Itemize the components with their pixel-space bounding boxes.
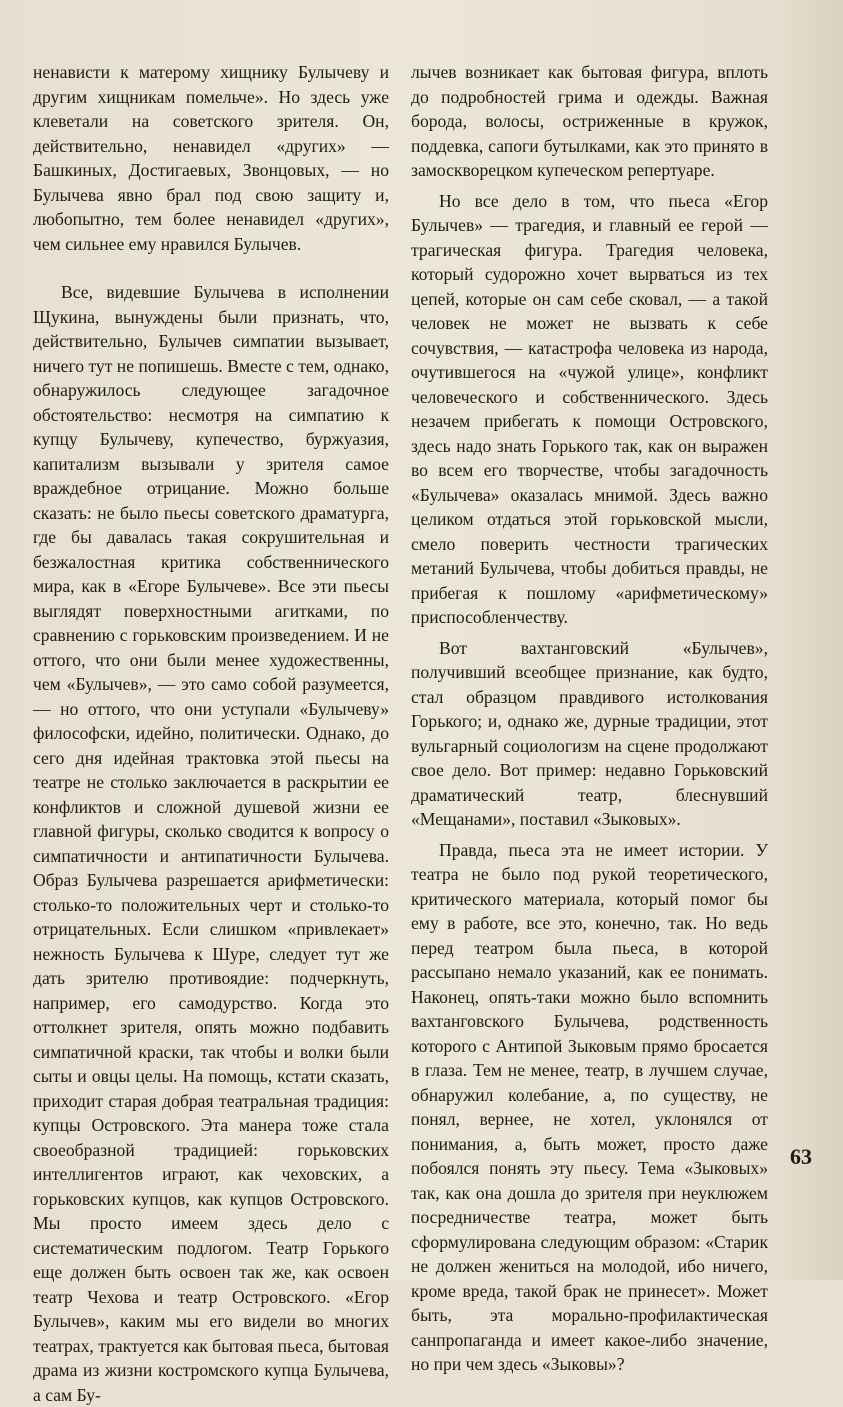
right-column (411, 60, 768, 1377)
paragraph: Правда, пьеса эта не имеет истории. У театра не было под рукой теоретического, критического материала, который помог бы ему в работе, все это, конечно, так. Но ведь перед театром была пьеса, в которой рассыпано немало указаний, как ее понимать. Наконец, опять-таки можно было вспомнить вахтанговского Булычева, родственность которого с Антипой Зыковым прямо бросается в глаза. Тем не менее, театр, в лучшем случае, обнаружил колебание, а, по существу, не понял, вернее, не хотел, уклонялся от понимания, а, быть может, просто даже побоялся понять эту пьесу. Тема «Зыковых» так, как она дошла до зрителя при неуклюжем посредничестве театра, может быть сформулирована следующим образом: «Старик не должен жениться на молодой, ибо ничего, кроме вреда, такой брак не принесет». Может быть, эта морально-профилактическая санпропаганда и имеет какое-либо значение, но при чем здесь «Зыковы»? (411, 839, 768, 1374)
paragraph: Все, видевшие Булычева в исполнении Щукина, вынуждены были признать, что, действительно, Булычев симпатии вызывает, ничего тут не попишешь. Вместе с тем, однако, обнаружилось следующее загадочное обстоятельство: несмотря на симпатию к купцу Булычеву, купечество, буржуазия, капитализм вызывали у зрителя самое враждебное отрицание. Можно больше сказать: не было пьесы советского драматурга, где бы давалась такая сокрушительная и безжалостная критика собственнического мира, как в «Егоре Булычеве». Все эти пьесы выглядят поверхностными агитками, по сравнению с горьковским произведением. И не оттого, что они были менее художественны, чем «Булычев», — это само собой разумеется, — но оттого, что они уступали «Булычеву» философски, идейно, политически. Однако, до сего дня идейная трактовка этой пьесы на театре не столько заключается в раскрытии ее конфликтов и сложной душевой жизни ее главной фигуры, сколько сводится к вопросу о симпатичности и антипатичности Булычева. Образ Булычева разрешается арифметически: столько-то положительных черт и столько-то отрицательных. Если слишком «привлекает» нежность Булычева к Шуре, следует тут же дать зрителю противоядие: подчеркнуть, например, его самодурство. Когда это оттолкнет зрителя, опять можно подбавить симпатичной краски, так чтобы и волки были сыты и овцы целы. На помощь, кстати сказать, приходит старая добрая театральная традиция: купцы Островского. Эта манера тоже стала своеобразной традицией: горьковских интеллигентов играют, как чеховских, а горьковских купцов, как купцов Островского. Мы просто имеем здесь дело с систематическим подлогом. Театр Горького еще должен быть освоен так же, как освоен театр Чехова и театр Островского. «Егор Булычев», каким мы его видели во многих театрах, трактуется как бытовая пьеса, бытовая драма из жизни костромского купца Булычева, а сам Бу- (33, 282, 389, 1405)
paragraph: Вот вахтанговский «Булычев», получивший всеобщее признание, как будто, стал образцом правдивого истолкования Горького; и, однако же, дурные традиции, этот вульгарный социологизм на сцене продолжают свое дело. Вот пример: недавно Горьковский драматический театр, блеснувший «Мещанами», поставил «Зыковых». (411, 637, 768, 829)
paragraph: лычев возникает как бытовая фигура, вплоть до подробностей грима и одежды. Важная борода, волосы, остриженные в кружок, поддевка, сапоги бутылками, как это принято в замоскворецком купеческом репертуаре. (411, 62, 768, 180)
page-number: 63 (790, 1144, 812, 1169)
paragraph: ненависти к матерому хищнику Булычеву и другим хищникам помельче». Но здесь уже клеветали на советского зрителя. Он, действительно, ненавидел «других» — Башкиных, Достигаевых, Звонцовых, — но Булычева явно брал под свою защиту и, любопытно, тем более ненавидел «других», чем сильнее ему нравился Булычев. (33, 62, 389, 254)
left-column (33, 60, 389, 1407)
paragraph: Но все дело в том, что пьеса «Егор Булычев» — трагедия, и главный ее герой — трагическая фигура. Трагедия человека, который судорожно хочет вырваться из тех цепей, которые он сам себе сковал, — а такой человек не может не вызвать к себе сочувствия, — катастрофа человека из народа, очутившегося на «чужой улице», конфликт человеческого и собственнического. Здесь незачем прибегать к помощи Островского, здесь надо знать Горького так, как он выражен во всем его творчестве, чтобы загадочность «Булычева» оказалась мнимой. Здесь важно целиком отдаться этой горьковской мысли, смело поверить честности трагических метаний Булычева, чтобы добиться правды, не прибегая к пошлому «арифметическому» приспособленчеству. (411, 190, 768, 627)
